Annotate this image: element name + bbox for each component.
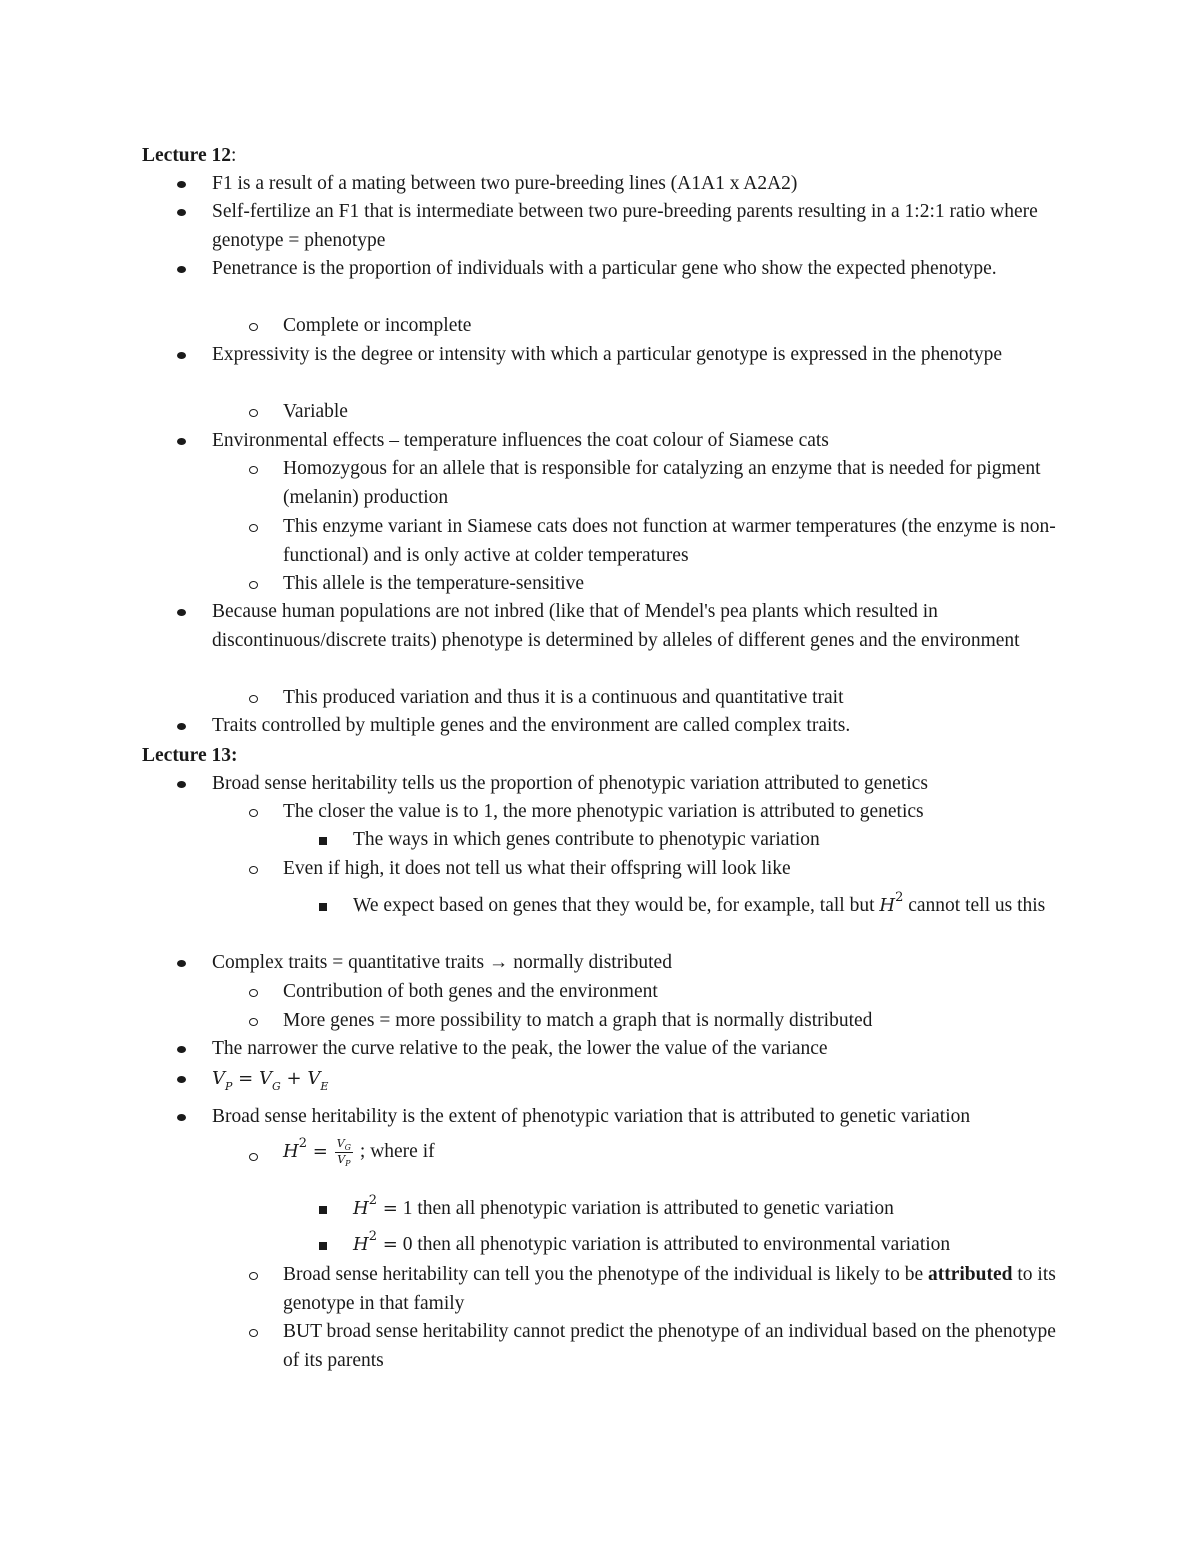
list-item: We expect based on genes that they would be, for example, tall but $H^2$ cannot tell us this [353, 892, 1073, 923]
bullet-disc-icon [177, 209, 186, 216]
bullet-circle-icon [249, 409, 258, 417]
list-item: Expressivity is the degree or intensity with which a particular genotype is expressed in the phenotype [212, 341, 1082, 370]
bullet-disc-icon [177, 1114, 186, 1121]
list-item: This produced variation and thus it is a continuous and quantitative trait [283, 684, 1073, 713]
list-item: Even if high, it does not tell us what their offspring will look like [283, 855, 1073, 884]
bullet-circle-icon [249, 1153, 258, 1161]
list-item: Complete or incomplete [283, 312, 1073, 341]
list-item: Broad sense heritability tells us the proportion of phenotypic variation attributed to genetics [212, 770, 1082, 799]
list-item: More genes = more possibility to match a graph that is normally distributed [283, 1007, 1073, 1036]
list-item: Because human populations are not inbred (like that of Mendel's pea plants which resulted in discontinuous/discrete traits) phenotype is determined by alleles of different genes and the environment [212, 598, 1082, 655]
bullet-circle-icon [249, 989, 258, 997]
list-item: Homozygous for an allele that is responsible for catalyzing an enzyme that is needed for pigment (melanin) production [283, 455, 1073, 512]
bullet-disc-icon [177, 266, 186, 273]
bullet-circle-icon [249, 581, 258, 589]
list-item: $H^2 = 0$ then all phenotypic variation is attributed to environmental variation [353, 1231, 1073, 1262]
list-item: The closer the value is to 1, the more phenotypic variation is attributed to genetics [283, 798, 1073, 827]
bullet-disc-icon [177, 781, 186, 788]
bullet-circle-icon [249, 1018, 258, 1026]
list-item: This allele is the temperature-sensitive [283, 570, 1073, 599]
bullet-circle-icon [249, 1329, 258, 1337]
lecture-13-heading: Lecture 13: [142, 745, 238, 766]
h-squared-symbol: $H^2$ [879, 890, 904, 916]
bullet-disc-icon [177, 723, 186, 730]
vg-over-vp-fraction: $\frac{V_G}{V_P}$ [336, 1137, 352, 1169]
bullet-square-icon [319, 837, 327, 845]
bullet-square-icon [319, 1206, 327, 1214]
bullet-circle-icon [249, 866, 258, 874]
bullet-disc-icon [177, 1046, 186, 1053]
heritability-equation: $H^2$ = $\frac{V_G}{V_P}$ ; where if [283, 1138, 1073, 1169]
list-item: Environmental effects – temperature influences the coat colour of Siamese cats [212, 427, 1082, 456]
list-item: Contribution of both genes and the environment [283, 978, 1073, 1007]
bullet-disc-icon [177, 609, 186, 616]
list-item: The narrower the curve relative to the peak, the lower the value of the variance [212, 1035, 1082, 1064]
list-item: F1 is a result of a mating between two pure-breeding lines (A1A1 x A2A2) [212, 170, 1082, 199]
bullet-disc-icon [177, 1076, 186, 1083]
bullet-circle-icon [249, 1272, 258, 1280]
variance-equation: $V_P = V_G + V_E$ [212, 1065, 1082, 1096]
bullet-circle-icon [249, 524, 258, 532]
bullet-square-icon [319, 1242, 327, 1250]
bullet-disc-icon [177, 438, 186, 445]
bullet-circle-icon [249, 809, 258, 817]
list-item: BUT broad sense heritability cannot predict the phenotype of an individual based on the phenotype of its parents [283, 1318, 1073, 1375]
bullet-circle-icon [249, 695, 258, 703]
list-item: Penetrance is the proportion of individuals with a particular gene who show the expected phenotype. [212, 255, 1082, 284]
lecture-12-heading: Lecture 12: [142, 145, 237, 166]
list-item: Complex traits = quantitative traits → normally distributed [212, 949, 1082, 978]
list-item: This enzyme variant in Siamese cats does not function at warmer temperatures (the enzyme is non-functional) and is only active at colder temperatures [283, 513, 1073, 570]
list-item: The ways in which genes contribute to phenotypic variation [353, 826, 1073, 855]
list-item: Broad sense heritability is the extent of phenotypic variation that is attributed to genetic variation [212, 1103, 1082, 1132]
list-item: Traits controlled by multiple genes and the environment are called complex traits. [212, 712, 1082, 741]
list-item: Self-fertilize an F1 that is intermediate between two pure-breeding parents resulting in a 1:2:1 ratio where genotype = phenotype [212, 198, 1082, 255]
bullet-circle-icon [249, 466, 258, 474]
bullet-circle-icon [249, 323, 258, 331]
list-item: Variable [283, 398, 1073, 427]
list-item: $H^2 = 1$ then all phenotypic variation is attributed to genetic variation [353, 1195, 1073, 1226]
bullet-disc-icon [177, 960, 186, 967]
bullet-disc-icon [177, 181, 186, 188]
list-item: Broad sense heritability can tell you the phenotype of the individual is likely to be attributed to its genotype in that family [283, 1261, 1073, 1318]
bullet-square-icon [319, 903, 327, 911]
bullet-disc-icon [177, 352, 186, 359]
